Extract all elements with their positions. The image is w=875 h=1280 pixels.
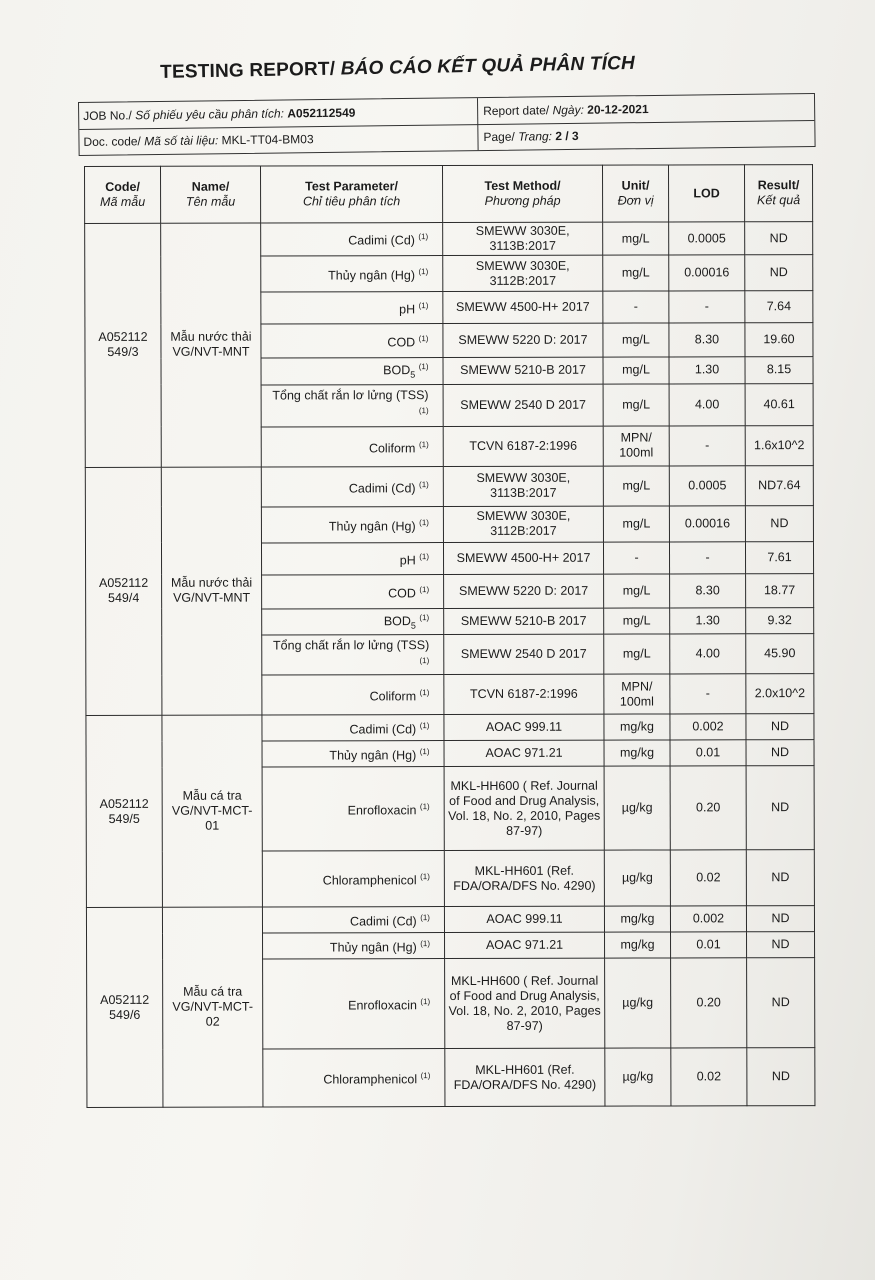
unit: - (603, 291, 669, 323)
unit: µg/kg (605, 958, 671, 1048)
result: 40.61 (745, 383, 813, 425)
sample-code: A052112 549/5 (86, 716, 163, 908)
table-row (85, 465, 813, 507)
report-header-box (78, 93, 816, 156)
parameter-label: COD (387, 335, 416, 350)
col-code: Code/ Mã mẫu (85, 166, 161, 223)
test-method: TCVN 6187-2:1996 (443, 426, 603, 466)
footnote-mark: (1) (419, 747, 430, 757)
unit: mg/L (603, 466, 669, 506)
lod: 4.00 (669, 383, 745, 425)
unit: - (603, 542, 669, 574)
col-lod: LOD (668, 165, 744, 222)
parameter-label: Thủy ngân (Hg) (329, 940, 417, 955)
unit: mg/L (603, 506, 669, 542)
test-method: AOAC 999.11 (444, 906, 604, 932)
test-method: AOAC 971.21 (445, 932, 605, 958)
footnote-mark: (1) (419, 517, 429, 527)
lod: 0.002 (670, 714, 746, 740)
footnote-mark: (1) (419, 479, 429, 489)
test-parameter (262, 608, 444, 635)
test-parameter (261, 426, 443, 466)
result: ND (747, 958, 815, 1048)
lod: - (669, 425, 745, 465)
doc-code: Doc. code/ Mã số tài liệu: MKL-TT04-BM03 (83, 132, 314, 149)
test-parameter (261, 506, 443, 542)
test-parameter (262, 907, 444, 933)
result: ND (746, 714, 814, 740)
lod: 0.0005 (669, 465, 745, 505)
sample-code: A052112 549/4 (85, 467, 162, 716)
parameter-label: Tổng chất rắn lơ lửng (TSS) (272, 388, 429, 403)
result: 19.60 (745, 323, 813, 357)
test-parameter (261, 384, 443, 426)
parameter-label: Cadimi (Cd) (348, 233, 415, 248)
footnote-mark: (1) (418, 232, 429, 242)
parameter-label: Enrofloxacin (347, 803, 417, 818)
lod: 0.02 (671, 1048, 747, 1106)
footnote-mark: (1) (419, 612, 430, 622)
unit: µg/kg (605, 1048, 671, 1106)
test-method: MKL-HH601 (Ref. FDA/ORA/DFS No. 4290) (445, 1048, 605, 1106)
test-parameter (262, 635, 444, 675)
test-method: MKL-HH600 ( Ref. Journal of Food and Drug Analysis, Vol. 18, No. 2, 2010, Pages 87-97) (445, 958, 605, 1048)
parameter-label: pH (399, 552, 416, 567)
test-parameter (262, 851, 444, 907)
lod: 1.30 (670, 607, 746, 634)
table-header-row (85, 165, 813, 224)
footnote-mark: (1) (419, 721, 430, 731)
parameter-label: Cadimi (Cd) (349, 722, 417, 737)
sample-name: Mẫu cá tra VG/NVT-MCT-02 (162, 907, 263, 1107)
report-date: Report date/ Ngày: 20-12-2021 (483, 102, 649, 119)
report-date-value: 20-12-2021 (587, 102, 649, 117)
result: 7.64 (745, 291, 813, 323)
parameter-label: COD (388, 585, 416, 600)
test-method: SMEWW 3030E, 3112B:2017 (443, 506, 603, 542)
footnote-mark: (1) (420, 939, 431, 949)
page-number: Page/ Trang: 2 / 3 (483, 128, 579, 145)
lod: 8.30 (669, 323, 745, 357)
result: 18.77 (746, 573, 814, 607)
result: ND (745, 255, 813, 291)
doc-code-value: MKL-TT04-BM03 (221, 132, 314, 148)
parameter-label: Enrofloxacin (348, 998, 417, 1013)
test-method: SMEWW 3030E, 3113B:2017 (443, 466, 603, 506)
unit: µg/kg (604, 850, 670, 906)
unit: mg/kg (604, 740, 670, 766)
table-row (85, 222, 813, 257)
job-number-value: A052112549 (287, 105, 356, 121)
report-title-en: TESTING REPORT/ (160, 58, 336, 83)
unit: MPN/ 100ml (603, 426, 669, 466)
footnote-mark: (1) (418, 267, 429, 277)
lod: 0.01 (671, 932, 747, 958)
result: 2.0x10^2 (746, 674, 814, 714)
test-method: AOAC 971.21 (444, 740, 604, 766)
job-number: JOB No./ Số phiếu yêu cầu phân tích: A052112549 (83, 105, 356, 123)
page-number-value: 2 / 3 (555, 128, 579, 144)
lod: 0.0005 (669, 222, 745, 255)
parameter-label: Coliform (369, 689, 417, 704)
results-table (84, 164, 815, 1108)
parameter-label: Thủy ngân (Hg) (329, 748, 417, 763)
result: ND (746, 766, 814, 850)
result: 45.90 (746, 634, 814, 674)
unit: mg/kg (604, 714, 670, 740)
lod: - (669, 541, 745, 573)
report-title (160, 50, 780, 84)
table-row (86, 906, 814, 934)
test-parameter (261, 466, 443, 506)
result: 9.32 (746, 607, 814, 634)
test-parameter (263, 1049, 445, 1107)
test-parameter (262, 574, 444, 608)
sample-name: Mẫu nước thải VG/NVT-MNT (161, 223, 262, 467)
footnote-mark: (1) (420, 913, 430, 923)
test-parameter (262, 767, 444, 851)
footnote-mark: (1) (418, 362, 429, 372)
lod: 0.00016 (669, 505, 745, 541)
footnote-mark: (1) (419, 688, 430, 698)
parameter-label: $BOD_5$ (383, 363, 416, 380)
table-row (86, 714, 814, 742)
test-method: TCVN 6187-2:1996 (444, 674, 604, 714)
result: ND (745, 505, 813, 541)
unit: MPN/ 100ml (604, 674, 670, 714)
result: ND (747, 1048, 815, 1106)
parameter-label: $BOD_5$ (383, 613, 416, 631)
test-method: SMEWW 4500-H+ 2017 (443, 542, 603, 574)
report-title-vn: BÁO CÁO KẾT QUẢ PHÂN TÍCH (340, 52, 636, 80)
footnote-mark: (1) (418, 301, 429, 311)
test-method: SMEWW 5220 D: 2017 (444, 574, 604, 608)
test-parameter (262, 715, 444, 741)
test-method: SMEWW 4500-H+ 2017 (443, 291, 603, 323)
footnote-mark: (1) (419, 802, 430, 812)
parameter-label: Thủy ngân (Hg) (328, 268, 416, 283)
parameter-label: pH (399, 302, 416, 317)
unit: mg/L (603, 323, 669, 357)
test-parameter (261, 358, 443, 385)
lod: 0.01 (670, 740, 746, 766)
col-result: Result/ Kết quả (744, 165, 812, 222)
result: ND (746, 740, 814, 766)
result: ND7.64 (745, 465, 813, 505)
footnote-mark: (1) (419, 584, 430, 594)
footnote-mark: (1) (419, 655, 430, 665)
unit: mg/L (603, 255, 669, 291)
test-parameter (261, 542, 443, 574)
unit: mg/kg (605, 932, 671, 958)
result: ND (746, 906, 814, 932)
test-parameter (261, 256, 443, 292)
result: 8.15 (745, 357, 813, 384)
sample-code: A052112 549/6 (86, 908, 163, 1108)
test-parameter (261, 223, 443, 256)
parameter-label: Chloramphenicol (322, 873, 417, 888)
test-method: MKL-HH601 (Ref. FDA/ORA/DFS No. 4290) (444, 850, 604, 906)
results-body (85, 222, 815, 1108)
result: ND (745, 222, 813, 255)
test-method: SMEWW 5210-B 2017 (443, 357, 603, 384)
sample-name: Mẫu cá tra VG/NVT-MCT-01 (162, 715, 263, 907)
unit: mg/L (604, 634, 670, 674)
lod: 8.30 (670, 573, 746, 607)
test-parameter (261, 292, 443, 324)
parameter-label: Cadimi (Cd) (348, 480, 416, 496)
test-parameter (262, 675, 444, 715)
unit: mg/L (603, 357, 669, 384)
test-parameter (263, 933, 445, 959)
lod: 0.002 (670, 906, 746, 932)
col-method: Test Method/ Phương pháp (443, 165, 603, 222)
unit: mg/L (603, 384, 669, 426)
test-parameter (262, 741, 444, 767)
sample-code: A052112 549/3 (85, 223, 162, 467)
footnote-mark: (1) (420, 1071, 431, 1081)
parameter-label: Coliform (368, 440, 416, 455)
parameter-label: Thủy ngân (Hg) (328, 518, 416, 534)
footnote-mark: (1) (418, 334, 429, 344)
test-parameter (261, 324, 443, 358)
footnote-mark: (1) (419, 551, 430, 561)
parameter-label: Chloramphenicol (323, 1072, 418, 1087)
test-method: SMEWW 5210-B 2017 (444, 608, 604, 635)
lod: 1.30 (669, 357, 745, 384)
col-unit: Unit/ Đơn vị (602, 165, 668, 222)
sample-name: Mẫu nước thải VG/NVT-MNT (161, 467, 262, 716)
test-parameter (263, 959, 445, 1049)
result: ND (746, 850, 814, 906)
col-param: Test Parameter/ Chỉ tiêu phân tích (261, 166, 443, 223)
lod: 0.00016 (669, 255, 745, 291)
col-name: Name/ Tên mẫu (161, 166, 261, 223)
parameter-label: Cadimi (Cd) (350, 914, 417, 929)
lod: - (669, 291, 745, 323)
footnote-mark: (1) (418, 406, 429, 416)
result: 1.6x10^2 (745, 425, 813, 465)
test-method: MKL-HH600 ( Ref. Journal of Food and Drug Analysis, Vol. 18, No. 2, 2010, Pages 87-97) (444, 766, 604, 850)
test-method: SMEWW 2540 D 2017 (444, 634, 604, 674)
footnote-mark: (1) (420, 872, 430, 882)
test-method: SMEWW 5220 D: 2017 (443, 323, 603, 357)
footnote-mark: (1) (418, 439, 429, 449)
test-method: SMEWW 3030E, 3113B:2017 (443, 222, 603, 255)
lod: 0.20 (671, 958, 747, 1048)
test-method: SMEWW 2540 D 2017 (443, 384, 603, 426)
footnote-mark: (1) (420, 997, 431, 1007)
unit: mg/L (603, 222, 669, 255)
test-method: AOAC 999.11 (444, 714, 604, 740)
unit: mg/L (604, 608, 670, 635)
lod: 0.20 (670, 766, 746, 850)
lod: 0.02 (670, 850, 746, 906)
unit: mg/kg (604, 906, 670, 932)
result: 7.61 (745, 541, 813, 573)
result: ND (747, 932, 815, 958)
lod: 4.00 (670, 634, 746, 674)
unit: µg/kg (604, 766, 670, 850)
lod: - (670, 674, 746, 714)
unit: mg/L (604, 574, 670, 608)
parameter-label: Tổng chất rắn lơ lửng (TSS) (273, 637, 430, 653)
test-method: SMEWW 3030E, 3112B:2017 (443, 255, 603, 291)
